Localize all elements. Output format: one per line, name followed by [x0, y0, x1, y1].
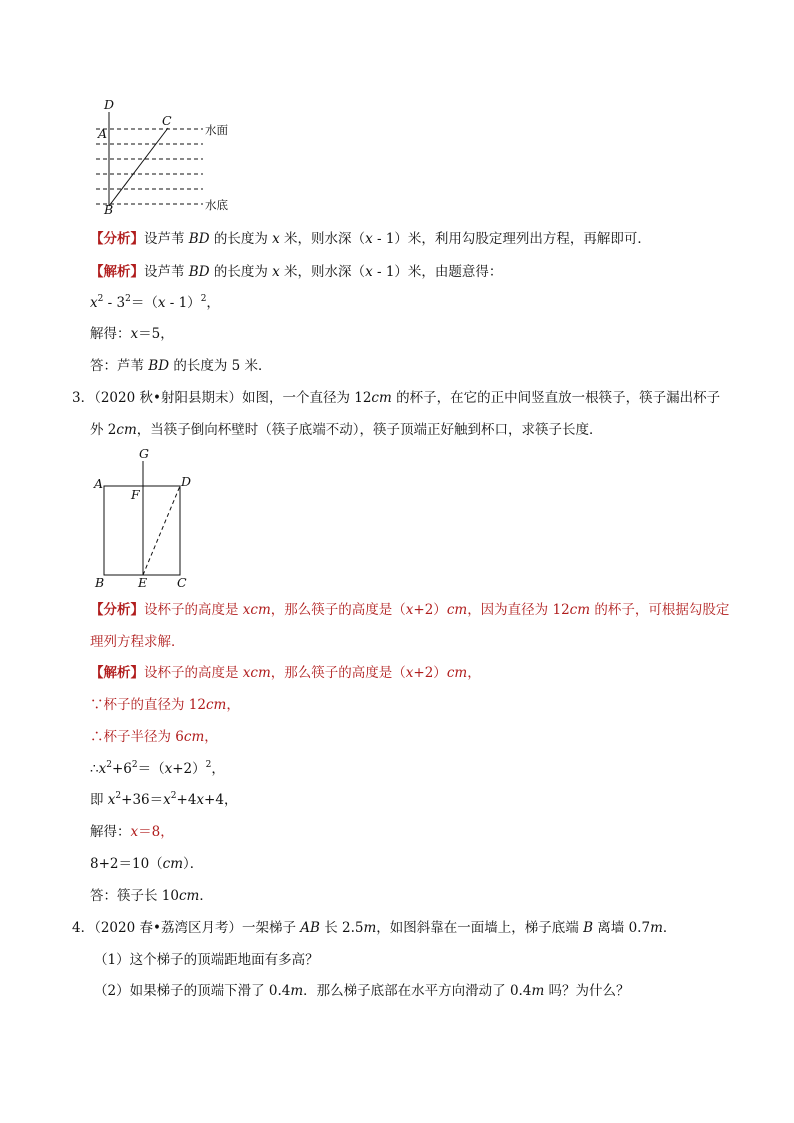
fig2-label-c: C — [177, 575, 187, 590]
p3-radius: ∴杯子半径为 6cm， — [90, 729, 218, 745]
p3-equation1: $\therefore x^2+6^2=(x+2)^2$， — [90, 760, 225, 777]
p4-question: 4．（2020 春•荔湾区月考）一架梯子 AB 长 2.5m，如图斜靠在一面墙上，梯子底端 B 离墙 0.7m． — [72, 920, 677, 936]
fig2-label-b: B — [95, 575, 105, 590]
fig1-label-d: D — [104, 97, 115, 112]
p3-sum: 8+2＝10（cm）． — [90, 856, 204, 872]
p2-equation: $x^2 - 3^2=(x - 1)^2$， — [90, 294, 220, 311]
cup-rect — [104, 486, 180, 575]
p3-because: ∵杯子的直径为 12cm， — [90, 697, 240, 713]
p4-sub2: （2）如果梯子的顶端下滑了 0.4m．那么梯子底部在水平方向滑动了 0.4m 吗？为什么？ — [94, 983, 630, 999]
p2-answer: 答：芦苇 BD 的长度为 5 米． — [90, 358, 272, 374]
fig2-label-g: G — [139, 446, 149, 461]
p3-answer: 答：筷子长 10cm． — [90, 888, 213, 904]
fig1-label-a: A — [98, 126, 108, 141]
p2-analysis: 【分析】设芦苇 BD 的长度为 x 米，则水深（x - 1）米，利用勾股定理列出方程，再解即可． — [90, 231, 651, 247]
fig1-water-bottom-label: 水底 — [205, 198, 228, 212]
fig2-label-e: E — [138, 575, 148, 590]
p3-analysis-line2: 理列方程求解． — [90, 634, 185, 650]
p3-question-line2: 外 2cm，当筷子倒向杯壁时（筷子底端不动），筷子顶端正好触到杯口，求筷子长度． — [90, 422, 603, 438]
fig1-label-c: C — [162, 113, 172, 128]
chopstick-tilted-dashed — [143, 486, 180, 575]
p2-solution: 【解析】设芦苇 BD 的长度为 x 米，则水深（x - 1）米，由题意得： — [90, 264, 503, 280]
p3-solve: 解得：x＝8， — [90, 824, 174, 840]
fig1-label-b: B — [104, 202, 114, 217]
p2-solve: 解得：x＝5， — [90, 326, 174, 342]
fig2-label-f: F — [131, 487, 140, 502]
fig2-label-d: D — [181, 474, 192, 489]
p3-analysis-line1: 【分析】设杯子的高度是 xcm，那么筷子的高度是（x+2）cm，因为直径为 12cm 的杯子，可根据勾股定 — [90, 602, 730, 618]
fig2-label-a: A — [94, 476, 104, 491]
fig1-water-surface-label: 水面 — [205, 123, 228, 137]
p3-equation2: 即 $x^2+36=x^2+4x+4$， — [90, 791, 238, 808]
reed-slanted-line — [109, 128, 168, 206]
p3-solution: 【解析】设杯子的高度是 xcm，那么筷子的高度是（x+2）cm， — [90, 665, 481, 681]
p4-sub1: （1）这个梯子的顶端距地面有多高？ — [94, 952, 319, 968]
p3-question-line1: 3．（2020 秋•射阳县期末）如图，一个直径为 12cm 的杯子，在它的正中间竖直放一根筷子，筷子漏出杯子 — [72, 390, 721, 406]
